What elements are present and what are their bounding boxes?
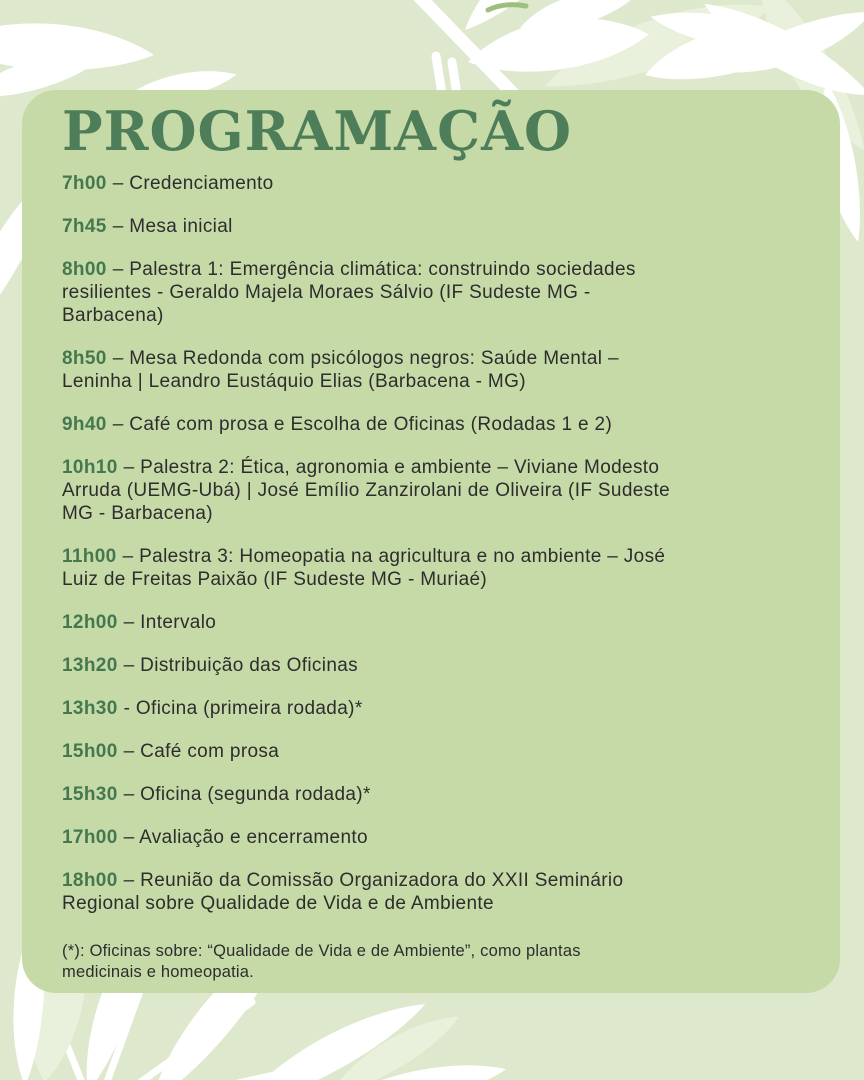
schedule-time: 15h00 — [62, 741, 118, 763]
schedule-description: – Credenciamento — [112, 173, 274, 195]
schedule-description: – Intervalo — [123, 612, 217, 634]
schedule-description: – Café com prosa e Escolha de Oficinas (Rodadas 1 e 2) — [112, 414, 613, 436]
schedule-time: 8h50 — [62, 348, 107, 370]
schedule-description: – Palestra 1: Emergência climática: construindo sociedades resilientes - Geraldo Majela Moraes Sálvio (IF Sudeste MG - Barbacena) — [62, 259, 636, 327]
schedule-time: 11h00 — [62, 546, 117, 568]
schedule-time: 9h40 — [62, 414, 107, 436]
schedule-item — [62, 215, 682, 238]
schedule-item — [62, 611, 682, 634]
schedule-time: 10h10 — [62, 457, 118, 479]
schedule-time: 12h00 — [62, 612, 118, 634]
schedule-item — [62, 869, 682, 915]
schedule-item — [62, 826, 682, 849]
schedule-description: - Oficina (primeira rodada)* — [123, 698, 363, 720]
schedule-time: 13h30 — [62, 698, 118, 720]
schedule-description: – Mesa inicial — [112, 216, 233, 238]
schedule-time: 15h30 — [62, 784, 118, 806]
schedule-description: – Mesa Redonda com psicólogos negros: Saúde Mental – Leninha | Leandro Eustáquio Elias (Barbacena - MG) — [62, 348, 619, 393]
accent-stem — [488, 5, 526, 10]
schedule-time: 18h00 — [62, 870, 118, 892]
schedule-description: – Oficina (segunda rodada)* — [123, 784, 371, 806]
schedule-item — [62, 654, 682, 677]
schedule-description: – Avaliação e encerramento — [123, 827, 368, 849]
schedule-description: – Distribuição das Oficinas — [123, 655, 359, 677]
schedule-item — [62, 456, 682, 525]
page-title: PROGRAMAÇÃO — [62, 99, 572, 163]
program-card — [22, 90, 840, 993]
schedule-time: 7h00 — [62, 173, 107, 195]
schedule-time: 17h00 — [62, 827, 118, 849]
schedule-item — [62, 347, 682, 393]
schedule-list — [62, 172, 702, 915]
schedule-item — [62, 545, 682, 591]
schedule-item — [62, 258, 682, 327]
schedule-time: 8h00 — [62, 259, 107, 281]
schedule-item — [62, 172, 682, 195]
schedule-item — [62, 783, 682, 806]
schedule-description: – Reunião da Comissão Organizadora do XXII Seminário Regional sobre Qualidade de Vida e de Ambiente — [62, 870, 624, 915]
schedule-time: 7h45 — [62, 216, 107, 238]
schedule-item — [62, 413, 682, 436]
schedule-item — [62, 740, 682, 763]
schedule-description: – Palestra 3: Homeopatia na agricultura e no ambiente – José Luiz de Freitas Paixão (IF Sudeste MG - Muriaé) — [62, 546, 666, 591]
schedule-item — [62, 697, 682, 720]
schedule-description: – Palestra 2: Ética, agronomia e ambiente – Viviane Modesto Arruda (UEMG-Ubá) | José Emílio Zanzirolani de Oliveira (IF Sudeste MG - Barbacena) — [62, 457, 671, 525]
schedule-description: – Café com prosa — [123, 741, 280, 763]
schedule-time: 13h20 — [62, 655, 118, 677]
footnote: (*): Oficinas sobre: “Qualidade de Vida e de Ambiente”, como plantas medicinais e homeopatia. — [62, 942, 581, 982]
